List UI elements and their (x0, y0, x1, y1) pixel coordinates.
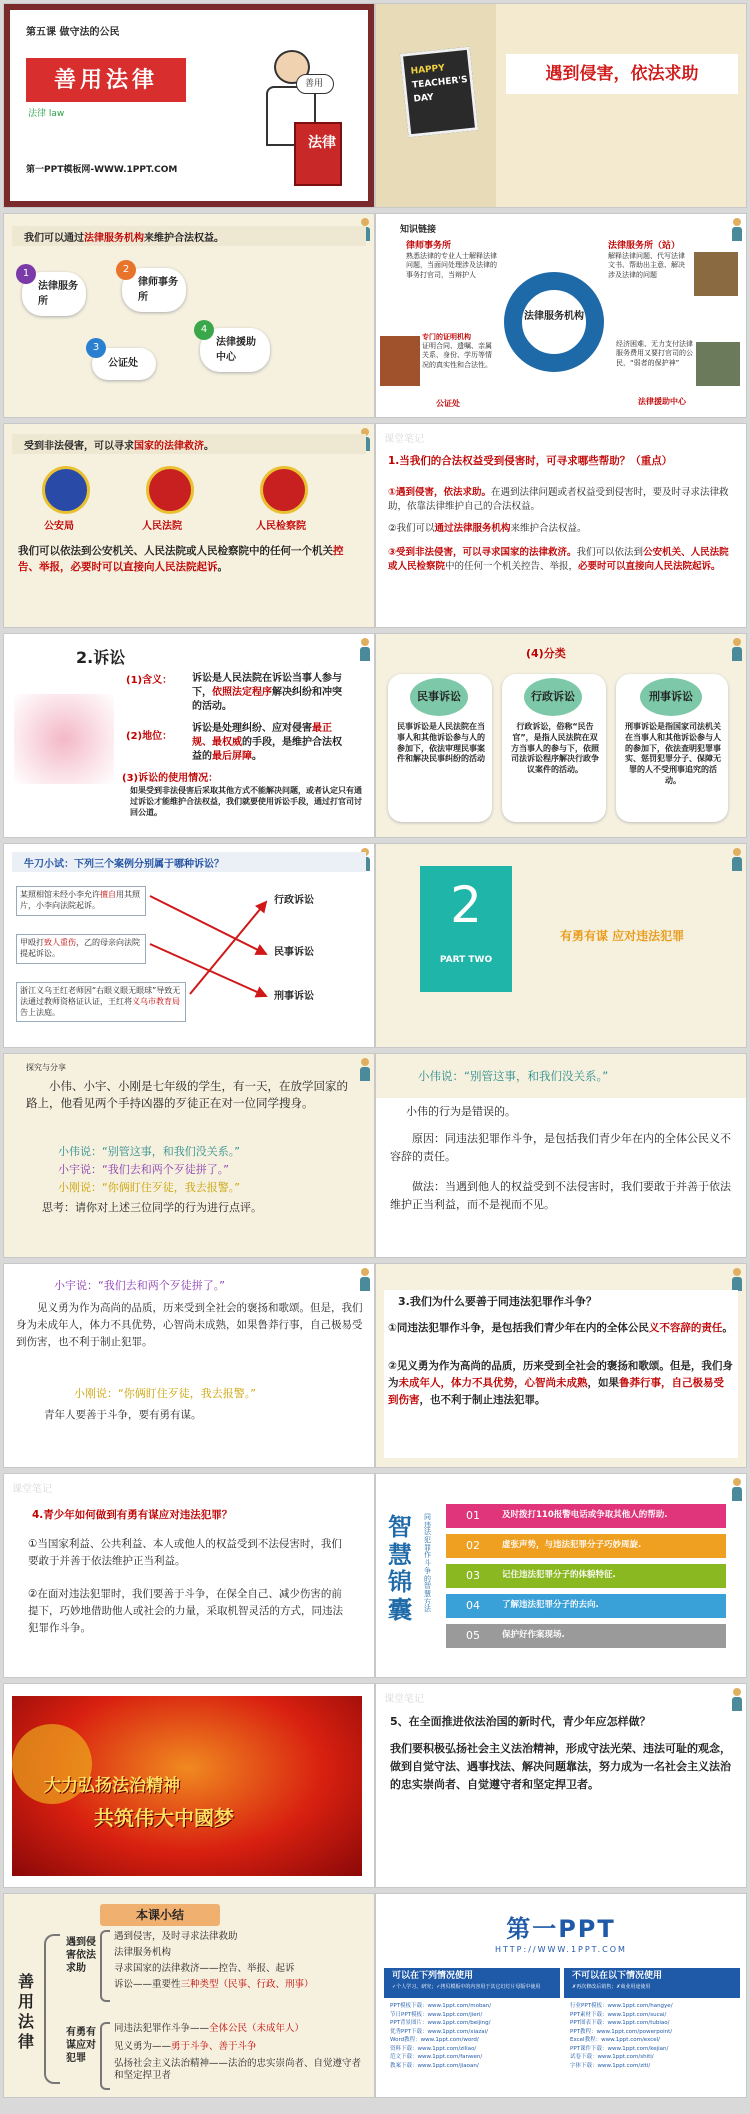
summary-item: 遇到侵害，及时寻求法律救助 (114, 1931, 238, 1942)
match-arrows (4, 844, 375, 1048)
title-banner (26, 58, 186, 102)
point-3: ③受到非法侵害，可以寻求国家的法律救济。我们可以依法到公安机关、人民法院或人民检察院中的任何一个机关控告、举报，必要时可以直接向人民法院起诉。 (388, 547, 729, 572)
answer-label: 刑事诉讼 (274, 991, 314, 1002)
section-title: 有勇有谋 应对违法犯罪 (560, 929, 685, 943)
slide-comment-1[interactable] (375, 1053, 747, 1258)
vertical-caption: 同违法犯罪作斗争的智慧方法 (424, 1513, 431, 1614)
main-title: 善用法律 (53, 68, 158, 93)
action: 做法：当遇到他人的权益受到不法侵害时，我们要敢于并善于依法维护正当利益，而不是视而不见。 (390, 1180, 731, 1211)
question: 3.我们为什么要善于同违法犯罪作斗争？ (398, 1295, 597, 1308)
student-icon (731, 1268, 743, 1292)
slide-legal-relief[interactable] (3, 423, 375, 628)
quote-xiaoyu: 小宇说：“我们去和两个歹徒拼了。” (54, 1279, 225, 1292)
slide-section-one[interactable] (375, 3, 747, 208)
link-list-left[interactable]: PPT模板下载：www.1ppt.com/moban/ 节日PPT模板：www.1ppt.com/jieri/ PPT背景图片：www.1ppt.com/beijing/ 优秀PPT下载：www.1ppt.com/xiazai/ Word教程：www.1ppt.com/word/ 资料下载：www.1ppt.com/ziliao/ 范文下载：www.1ppt.com/fanwen/ 教案下载：www.1ppt.com/jiaoan/ (390, 2003, 492, 2069)
student-icon (731, 218, 743, 242)
link-list-right[interactable]: 行业PPT模板：www.1ppt.com/hangye/ PPT素材下载：www.1ppt.com/sucai/ PPT图表下载：www.1ppt.com/tubiao/ PPT教程：www.1ppt.com/powerpoint/ Excel教程：www.1ppt.com/excel/ PPT课件下载：www.1ppt.com/kejian/ 试卷下载：www.1ppt.com/shiti/ 字体下载：www.1ppt.com/ziti/ (570, 2003, 673, 2069)
number-badge: 1 (16, 264, 36, 284)
poster-line-1: 大力弘扬法治精神 (44, 1776, 180, 1796)
slide-why-fight[interactable] (375, 1263, 747, 1468)
section-heading: 2.诉讼 (76, 648, 126, 667)
student-icon (731, 848, 743, 872)
number-badge: 4 (194, 320, 214, 340)
number-badge: 2 (116, 260, 136, 280)
service-item-1[interactable]: 1 法律服务所 (22, 272, 86, 316)
site-label: 第一PPT模板网-WWW.1PPT.COM (26, 165, 178, 175)
status-text: 诉讼是处理纠纷、应对侵害最正规、最权威的手段，是维护合法权益的最后屏障。 (192, 723, 342, 762)
box-title: 律师事务所 (406, 241, 452, 251)
slide-knowledge-link[interactable]: 知识链接 法律服务机构 律师事务所 熟悉法律的专业人士解释法律问题，当面问处理涉及法律的事务打官司，当辩护人 法律服务所（站） 解释法律问题、代写法律文书、帮助出主意、解决涉及法律的问题 专门的证明机构 证明合同、遗嘱、亲属关系、身份、学历等情况的真实性和合法性。 公证处 经济困难、无力支付法律服务费用又要打官司的公民，“弱者的保护神” 法律援助中心 (375, 213, 747, 418)
slide-heading: 我们可以通过法律服务机构来维护合法权益。 (12, 226, 366, 246)
slide-wisdom-tips[interactable] (375, 1473, 747, 1678)
service-item-4[interactable]: 4 法律援助中心 (200, 328, 270, 372)
quote-xiaowei: 小伟说：“别管这事，和我们没关系。” (58, 1145, 240, 1158)
speech-bubble: 善用 (296, 74, 334, 94)
bracket (44, 1934, 60, 2084)
part-number: 2 (450, 876, 482, 934)
summary-item: 同违法犯罪作斗争——全体公民（未成年人） (114, 2023, 305, 2034)
type-card-civil[interactable]: 民事诉讼 民事诉讼是人民法院在当事人和其他诉讼参与人的参加下，依法审理民事案件和解决民事纠纷的活动 (388, 674, 492, 822)
type-card-admin[interactable]: 行政诉讼 行政诉讼，俗称“民告官”，是指人民法院在双方当事人的参与下，依照司法诉讼程序解决行政争议案件的活动。 (502, 674, 606, 822)
usage-text: 如果受到非法侵害后采取其他方式不能解决问题，或者认定只有通过诉讼才能维护合法权益，我们就要使用诉讼手段，通过打官司讨回公道。 (130, 786, 362, 817)
summary-item: 法律服务机构 (114, 1947, 172, 1958)
case-3[interactable]: 浙江义乌王红老师因“右眼义眼无眼球”导致无法通过教师资格证认证，王红将义乌市教育局告上法庭。 (16, 982, 186, 1022)
court-emblem-icon (146, 466, 194, 514)
section-heading: (4)分类 (526, 647, 566, 660)
tip-item-3[interactable]: 03 记住违法犯罪分子的体貌特征. (446, 1564, 726, 1588)
center-label: 法律服务机构 (524, 311, 584, 322)
photo (696, 342, 740, 386)
agency-label: 人民检察院 (256, 521, 306, 532)
point-2: ②见义勇为作为高尚的品质，历来受到全社会的褒扬和歌颂。但是，我们身为未成年人，体力不具优势，心智尚未成熟，如果鲁莽行事，自己极易受到伤害，也不利于制止违法犯罪。 (388, 1360, 733, 1406)
slide-legal-services[interactable] (3, 213, 375, 418)
box-title: 公证处 (436, 399, 460, 408)
slide-quiz[interactable] (3, 843, 375, 1048)
usage-allowed-box: 可以在下列情况使用 ✓个人学习、研究；✓拷贝模板中的内容用于其它幻灯片母版中使用 (384, 1968, 560, 1998)
point-1: ①遇到侵害，依法求助。在遇到法律问题或者权益受到侵害时，要及时寻求法律救助，依靠法律维护自己的合法权益。 (388, 487, 729, 512)
tip-item-4[interactable]: 04 了解违法犯罪分子的去向. (446, 1594, 726, 1618)
summary-item: 诉讼——重要性三种类型（民事、行政、刑事） (114, 1979, 314, 1990)
world-map-graphic (14, 694, 114, 784)
slide-new-era[interactable]: 课堂笔记 5、在全面推进依法治国的新时代，青少年应怎样做？ 我们要积极弘扬社会主义法治精神，形成守法光荣、违法可耻的观念，做到自觉守法、遇事找法、解决问题靠法，努力成为一名社会主义法治的忠实崇尚者、自觉遵守者和坚定捍卫者。 (375, 1683, 747, 1888)
photo (694, 252, 738, 296)
section-title: 遇到侵害，依法求助 (545, 64, 699, 84)
case-2[interactable]: 甲殴打致人重伤，乙的母亲向法院提起诉讼。 (16, 934, 146, 964)
procuratorate-emblem-icon (260, 466, 308, 514)
case-1[interactable]: 某照相馆未经小李允许擅自用其照片，小李向法院起诉。 (16, 886, 146, 916)
brand-logo: 第一PPT (506, 1915, 616, 1943)
quote-xiaogang: 小刚说：“你俩盯住歹徒，我去报警。” (74, 1387, 256, 1400)
summary-title: 本课小结 (135, 1908, 184, 1922)
service-item-3[interactable]: 3 公证处 (92, 348, 156, 380)
slide-copyright[interactable] (375, 1893, 747, 2098)
slide-litigation[interactable]: 2.诉讼 (1)含义： 诉讼是人民法院在诉讼当事人参与下，依照法定程序解决纠纷和冲突的活动。 (2)地位： 诉讼是处理纠纷、应对侵害最正规、最权威的手段，是维护合法权益的最后屏障。 (3)诉讼的使用情况： 如果受到非法侵害后采取其他方式不能解决问题，或者认定只有通过诉讼才能维护合法权益，我们就要使用诉讼手段，通过打官司讨回公道。 (3, 633, 375, 838)
body-text: 青年人要善于斗争，要有勇有谋。 (44, 1409, 202, 1421)
slide-lawsuit-types[interactable] (375, 633, 747, 838)
verdict: 小伟的行为是错误的。 (406, 1105, 516, 1118)
reason: 原因：同违法犯罪作斗争，是包括我们青少年在内的全体公民义不容辞的责任。 (390, 1132, 731, 1163)
point-2: ②在面对违法犯罪时，我们要善于斗争，在保全自己、减少伤害的前提下，巧妙地借助他人或社会的力量，采取机智灵活的方式，同违法犯罪作斗争。 (28, 1588, 343, 1634)
slide-poster[interactable] (3, 1683, 375, 1888)
branch-1: 遇到侵害依法求助 (66, 1937, 96, 1974)
answer-label: 民事诉讼 (274, 947, 314, 958)
quote: 小伟说：“别管这事，和我们没关系。” (418, 1069, 609, 1083)
question: 1.当我们的合法权益受到侵害时，可寻求哪些帮助？（重点） (388, 455, 673, 467)
point-1: ①同违法犯罪作斗争，是包括我们青少年在内的全体公民义不容辞的责任。 (388, 1322, 733, 1334)
slide-comment-2[interactable] (3, 1263, 375, 1468)
question: 4.青少年如何做到有勇有谋应对违法犯罪？ (32, 1509, 233, 1521)
slide-heading: 知识链接 (400, 225, 437, 235)
section-title-box (506, 54, 738, 94)
photo (380, 336, 420, 386)
point-1: ①当国家利益、公共利益、本人或他人的权益受到不法侵害时，我们要敢于并善于依法维护正当利益。 (28, 1538, 342, 1567)
summary-item: 见义勇为——勇于斗争、善于斗争 (114, 2041, 257, 2052)
answer: 我们要积极弘扬社会主义法治精神，形成守法光荣、违法可耻的观念，做到自觉守法、遇事找法、解决问题靠法，努力成为一名社会主义法治的忠实崇尚者、自觉遵守者和坚定捍卫者。 (390, 1742, 731, 1792)
question: 5、在全面推进依法治国的新时代，青少年应怎样做？ (390, 1715, 651, 1728)
slide-explore[interactable] (3, 1053, 375, 1258)
title-sub: 法律 law (28, 109, 65, 119)
teachers-day-card: HAPPY TEACHER'S DAY (400, 47, 478, 138)
body-text: 见义勇为作为高尚的品质，历来受到全社会的褒扬和歌颂。但是，我们身为未成年人，体力不具优势，心智尚未成熟，如果鲁莽行事，自己极易受到伤害，也不利于制止犯罪。 (16, 1302, 363, 1348)
slide-notes-2[interactable]: 课堂笔记 4.青少年如何做到有勇有谋应对违法犯罪？ ①当国家利益、公共利益、本人或他人的权益受到不法侵害时，我们要敢于并善于依法维护正当利益。 ②在面对违法犯罪时，我们要善于斗争，在保全自己、减少伤害的前提下，巧妙地借助他人或社会的力量，采取机智灵活的方式，同违法犯罪作斗争。 (3, 1473, 375, 1678)
wisdom-heading: 智 慧 锦 囊 (388, 1513, 412, 1624)
slide-section-two[interactable] (375, 843, 747, 1048)
agency-label: 公安局 (44, 521, 74, 532)
branch-2: 有勇有谋应对犯罪 (66, 2027, 96, 2064)
student-icon (731, 638, 743, 662)
slide-title[interactable] (3, 3, 375, 208)
student-icon (359, 1268, 371, 1292)
lesson-label: 第五课 做守法的公民 (26, 27, 120, 38)
type-card-criminal[interactable]: 刑事诉讼 刑事诉讼是指国家司法机关在当事人和其他诉讼参与人的参加下，依法查明犯罪事实、惩罚犯罪分子、保障无罪的人不受刑事追究的活动。 (616, 674, 728, 822)
quote-xiaogang: 小刚说：“你俩盯住歹徒，我去报警。” (58, 1181, 240, 1194)
summary-item: 弘扬社会主义法治精神——法治的忠实崇尚者、自觉遵守者和坚定捍卫者 (114, 2058, 362, 2082)
police-emblem-icon (42, 466, 90, 514)
slide-summary[interactable] (3, 1893, 375, 2098)
think-prompt: 思考：请你对上述三位同学的行为进行点评。 (42, 1201, 262, 1214)
quote-xiaoyu: 小宇说：“我们去和两个歹徒拼了。” (58, 1163, 229, 1176)
bracket (100, 2022, 110, 2090)
service-item-2[interactable]: 2 律师事务所 (122, 268, 186, 312)
summary-root: 善用法律 (18, 1972, 35, 2051)
part-label: PART TWO (439, 955, 493, 965)
answer-label: 行政诉讼 (274, 895, 314, 906)
tip-item-1[interactable]: 01 及时拨打110报警电话或争取其他人的帮助. (446, 1504, 726, 1528)
student-icon (359, 1058, 371, 1082)
tip-item-2[interactable]: 02 虚张声势，与违法犯罪分子巧妙周旋. (446, 1534, 726, 1558)
brand-url[interactable]: HTTP://WWW.1PPT.COM (495, 1945, 627, 1954)
box-title: 法律援助中心 (638, 397, 686, 406)
student-icon (731, 1478, 743, 1502)
point-2: ②我们可以通过法律服务机构来维护合法权益。 (388, 523, 587, 534)
body-text: 我们可以依法到公安机关、人民法院或人民检察院中的任何一个机关控告、举报，必要时可以直接向人民法院起诉。 (18, 545, 344, 573)
student-icon (359, 638, 371, 662)
slide-heading: 牛刀小试：下列三个案例分别属于哪种诉讼？ (12, 852, 366, 872)
number-badge: 3 (86, 338, 106, 358)
tip-item-5[interactable]: 05 保护好作案现场. (446, 1624, 726, 1648)
summary-item: 寻求国家的法律救济——控告、举报、起诉 (114, 1963, 295, 1974)
slide-heading: 探究与分享 (26, 1063, 66, 1072)
story-text: 小伟、小宇、小刚是七年级的学生，有一天，在放学回家的路上，他看见两个手持凶器的歹徒正在对一位同学搜身。 (26, 1079, 348, 1111)
slide-heading: 受到非法侵害，可以寻求国家的法律救济。 (12, 434, 366, 454)
slide-notes-1[interactable]: 课堂笔记 1.当我们的合法权益受到侵害时，可寻求哪些帮助？（重点） ①遇到侵害，依法求助。在遇到法律问题或者权益受到侵害时，要及时寻求法律救助，依靠法律维护自己的合法权益。 ②我们可以通过法律服务机构来维护合法权益。 ③受到非法侵害，可以寻求国家的法律救济。我们可以依法到公安机关、人民法院或人民检察院中的任何一个机关控告、举报，必要时可以直接向人民法院起诉。 (375, 423, 747, 628)
bracket (100, 1930, 110, 2002)
part-badge (420, 866, 512, 992)
law-book: 法律 (294, 122, 342, 186)
student-icon (731, 1688, 743, 1712)
summary-title-box (100, 1904, 220, 1926)
box-title: 法律服务所（站） (608, 241, 681, 251)
definition: 诉讼是人民法院在诉讼当事人参与下，依照法定程序解决纠纷和冲突的活动。 (192, 673, 342, 712)
agency-label: 人民法院 (142, 521, 182, 532)
usage-forbidden-box: 不可以在以下情况使用 ✗再次修改后销售；✗商业用途使用 (564, 1968, 740, 1998)
poster-line-2: 共筑伟大中國梦 (94, 1806, 234, 1830)
